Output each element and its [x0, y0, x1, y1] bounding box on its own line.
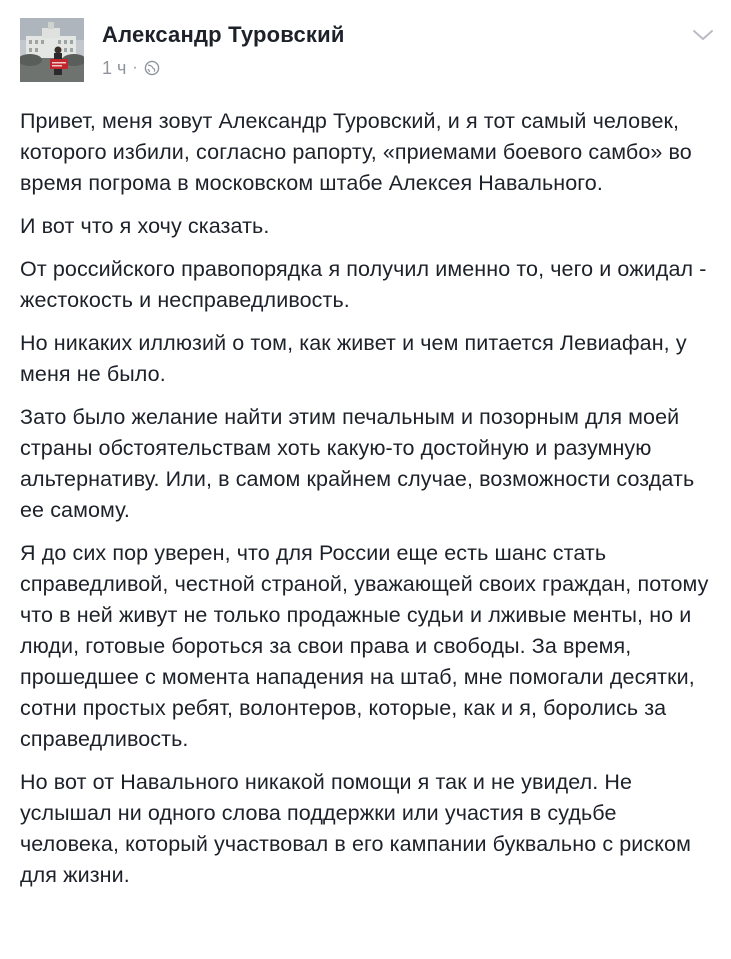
post-header	[20, 18, 720, 84]
post-paragraph: От российского правопорядка я получил именно то, чего и ожидал - жестокость и несправедливость.	[20, 257, 707, 312]
post-paragraph: Привет, меня зовут Александр Туровский, и я тот самый человек, которого избили, согласно рапорту, «приемами боевого самбо» во время погрома в московском штабе Алексея Навального.	[20, 109, 692, 195]
post-paragraph: Но вот от Навального никакой помощи я так и не увидел. Не услышал ни одного слова поддержки или участия в судьбе человека, который участвовал в его кампании буквально с риском для жизни.	[20, 770, 691, 887]
chevron-down-icon[interactable]	[692, 28, 714, 42]
avatar[interactable]	[20, 18, 84, 82]
post-timestamp[interactable]: 1 ч	[102, 57, 127, 78]
post-paragraph: Я до сих пор уверен, что для России еще есть шанс стать справедливой, честной страной, уважающей своих граждан, потому что в ней живут не только продажные судьи и лживые менты, но и люди, готовые бороться за свои права и свободы. За время, прошедшее с момента нападения на штаб, мне помогали десятки, сотни простых ребят, волонтеров, которые, как и я, боролись за справедливость.	[20, 541, 709, 751]
post-body	[20, 106, 720, 903]
post-paragraph: И вот что я хочу сказать.	[20, 214, 270, 238]
post-paragraph: Но никаких иллюзий о том, как живет и чем питается Левиафан, у меня не было.	[20, 331, 687, 386]
post-meta	[102, 56, 160, 80]
globe-icon[interactable]	[144, 60, 160, 76]
post-paragraph: Зато было желание найти этим печальным и позорным для моей страны обстоятельствам хоть какую-то достойную и разумную альтернативу. Или, в самом крайнем случае, возможности создать ее самому.	[20, 405, 695, 522]
author-name[interactable]: Александр Туровский	[102, 22, 345, 47]
avatar-photo	[20, 18, 84, 82]
meta-separator: ·	[132, 59, 138, 76]
